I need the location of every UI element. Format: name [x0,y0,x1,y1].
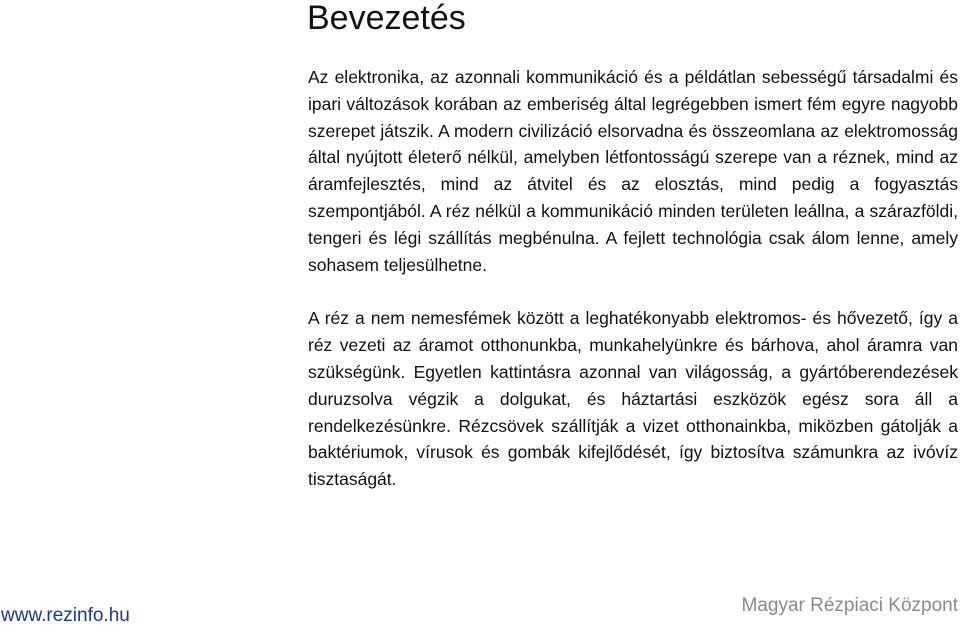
page-title: Bevezetés [307,0,466,37]
organization-name: Magyar Rézpiaci Központ [741,595,958,616]
paragraph-copper-conductivity: A réz a nem nemesfémek között a leghatékonyabb elektromos- és hővezető, így a réz vezeti az áramot otthonunkba, munkahelyünkre és bárhova, ahol áramra van szükségünk. Egyetlen kattintásra azonnal van világosság, a gyártóberendezések duruzsolva végzik a dolgukat, és háztartási eszközök egész sora áll a rendelkezésünkre. Rézcsövek szállítják a vizet otthonainkba, miközben gátolják a baktériumok, vírusok és gombák kifejlődését, így biztosítva számunkra az ivóvíz tisztaságát. [308,308,958,490]
body-text [308,64,958,493]
website-link[interactable]: www.rezinfo.hu [1,605,130,626]
paragraph-intro: Az elektronika, az azonnali kommunikáció és a példátlan sebességű társadalmi és ipari változások korában az emberiség által legrégebben ismert fém egyre nagyobb szerepet játszik. A modern civilizáció elsorvadna és összeomlana az elektromosság által nyújtott életerő nélkül, amelyben létfontosságú szerepe van a réznek, mind az áramfejlesztés, mind az átvitel és az elosztás, mind pedig a fogyasztás szempontjából. A réz nélkül a kommunikáció minden területen leállna, a szárazföldi, tengeri és légi szállítás megbénulna. A fejlett technológia csak álom lenne, amely sohasem teljesülhetne. [308,67,958,275]
